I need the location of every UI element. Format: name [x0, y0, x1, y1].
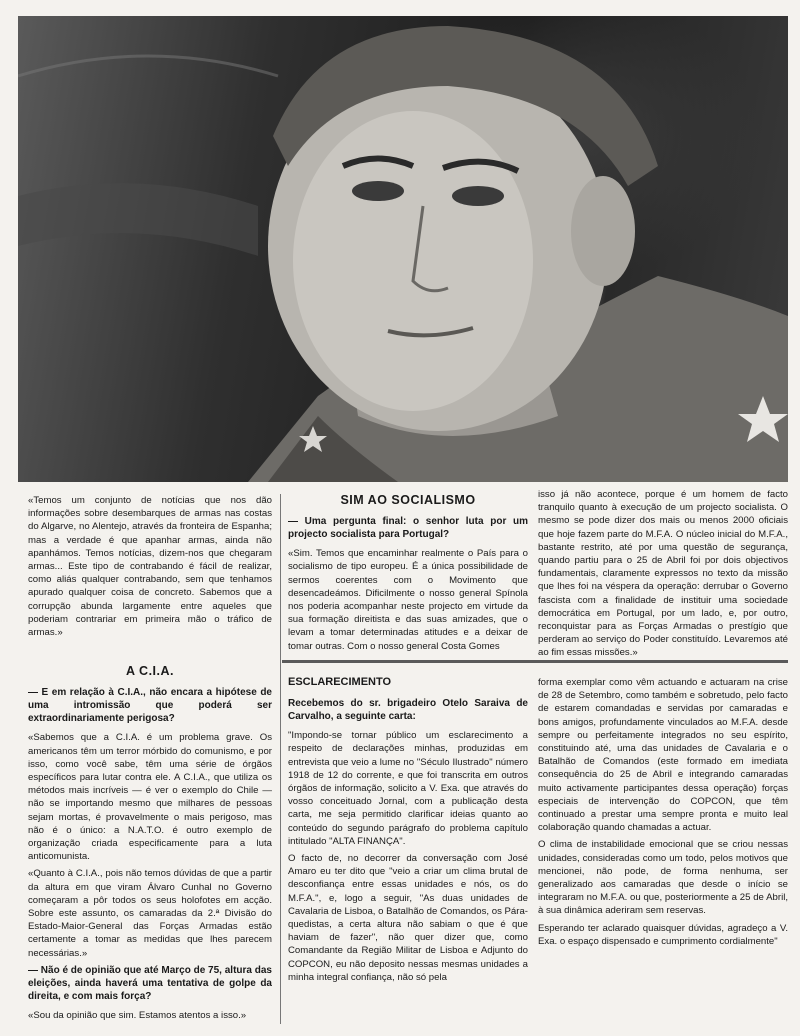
- portrait-illustration: [18, 16, 788, 482]
- left-paragraph-3: «Quanto à C.I.A., pois não temos dúvidas de que a partir da altura em que viram Álvaro Cunhal no Governo começaram a pôr todos os seus holofotes em acção. Sobre este assunto, os camaradas da 2.ª Divisão do Estado-Maior-General das Forças Armadas estão certamente a tomar as medidas que lhes parecem necessárias.»: [28, 868, 272, 959]
- left-paragraph-1: «Temos um conjunto de notícias que nos dão informações sobre desembarques de armas nas costas do Algarve, no Alentejo, através da fronteira de Espanha; mas a verdade é que apanhar armas, ainda não apanhámos. Temos notícias, dizem-nos que chegaram armas... Este tipo de contrabando é fácil de realizar, como aliás qualquer contrabando, sem que tenhamos apurado qualquer coisa de concreto. Sabemos que a corrupção abunda largamente entre aqueles que poderiam contrariar em primeira mão o tráfico de armas.»: [28, 495, 272, 639]
- socialism-question: — Uma pergunta final: o senhor luta por um projecto socialista para Portugal?: [288, 516, 528, 541]
- esclarecimento-paragraph-1: "Impondo-se tornar público um esclarecimento a respeito de declarações minhas, produzidas em entrevista que veio a lume no "Século Ilustrado" número 1918 de 12 do corrente, e que foi transcrita em outros órgãos de informação, solicito a V. Exa. que através do vosso conceituado Jornal, com a publicação desta carta, me seja permitido clarificar ideias quanto ao conteúdo do segundo parágrafo do problema capítulo intitulado "ALTA FINANÇA".: [288, 730, 528, 847]
- column-divider: [280, 494, 281, 1024]
- cia-question-1: — E em relação à C.I.A., não encara a hipótese de uma intromissão que poderá ser extraordinariamente perigosa?: [28, 687, 272, 725]
- socialism-heading: SIM AO SOCIALISMO: [340, 493, 476, 507]
- middle-column: [288, 494, 528, 657]
- esclarecimento-paragraph-2: O facto de, no decorrer da conversação com José Amaro eu ter dito que "veio a criar um clima brutal de desconfiança entre essas unidades e nós, os do M.F.A.", e, logo a seguir, "As duas unidades de Cavalaria de Lisboa, o Batalhão de Comandos, os Pára-quedistas, a certa altura não sabiam o que é que haviam de fazer", não quer dizer que, como Comandante da Região Militar de Lisboa e Adjunto do COPCON, eu não deposito nessas mesmas unidades a minha integral confiança, não só pela: [288, 853, 528, 983]
- right-paragraph: isso já não acontece, porque é um homem de facto tranquilo quanto à execução de um projecto socialista. O mesmo se pode dizer dos mais ou menos 2000 oficiais que hoje fazem parte do M.F.A. O núcleo inicial do M.F.A., bastante restrito, até por uma questão de segurança, quando partiu para o 25 de Abril foi por dois objectivos fundamentais, claramente expressos no texto da missão que lhes foi na véspera da operação: derrubar o Governo fascista com a finalidade de instituir uma sociedade democrática em Portugal, por um lado, e, por outro, reconquistar para as Forças Armadas o prestígio que perderam ao serviço do Poder constituído. Levaremos até ao fim essas missões.»: [538, 489, 788, 659]
- section-rule: [282, 660, 788, 663]
- left-paragraph-2: «Sabemos que a C.I.A. é um problema grave. Os americanos têm um terror mórbido do comunismo, e por isso, como você sabe, têm uma série de órgãos específicos para lutar contra ele. A C.I.A., que utiliza os métodos mais incríveis — é ver o exemplo do Chile — não se importando mesmo que milhares de pessoas sejam mortas, é provavelmente o mais perigoso, mas não é o único: a N.A.T.O. é outro exemplo de organização criada especificamente para a luta anticomunista.: [28, 732, 272, 863]
- left-column: [28, 494, 272, 1026]
- esclarecimento-intro: Recebemos do sr. brigadeiro Otelo Saraiva de Carvalho, a seguinte carta:: [288, 698, 528, 723]
- right-column: [538, 488, 788, 664]
- left-paragraph-4: «Sou da opinião que sim. Estamos atentos a isso.»: [28, 1009, 247, 1021]
- esclarecimento-column-2: [538, 676, 788, 952]
- esclarecimento-paragraph-5: Esperando ter aclarado quaisquer dúvidas, agradeço a V. Exa. o espaço dispensado e cumprimento cordialmente": [538, 922, 788, 947]
- esclarecimento-paragraph-4: O clima de instabilidade emocional que se criou nessas unidades, consideradas como um todo, pelos motivos que mencionei, não pode, de forma nenhuma, ser generalizado aos camaradas que desde o início se integraram no M.F.A. ou que, posteriormente a 25 de Abril, à sua dinâmica aderiram sem reservas.: [538, 839, 788, 917]
- cia-question-2: — Não é de opinião que até Março de 75, altura das eleições, ainda haverá uma tentativa de golpe da direita, e com mais força?: [28, 964, 272, 1002]
- portrait-photo: [18, 16, 788, 482]
- socialism-paragraph: «Sim. Temos que encaminhar realmente o País para o socialismo de tipo europeu. É a única possibilidade de sermos coerentes com o Movimento que desencadeámos. Dificilmente o nosso general Spínola nos poderia acompanhar neste projecto em virtude da sua formação direitista e das suas amizades, que o levam a tomar determinadas atitudes e a deixar de tomar outras. Com o nosso general Costa Gomes: [288, 548, 528, 652]
- cia-heading: A C.I.A.: [126, 664, 174, 679]
- esclarecimento-column-1: [288, 676, 528, 988]
- esclarecimento-paragraph-3: forma exemplar como vêm actuando e actuaram na crise de 28 de Setembro, como também e sobretudo, pelo facto de estarem comandadas e servidas por camaradas e bons amigos, profundamente vinculados ao M.F.A. desde sempre ou perfeitamente integrados no seu espírito, constituindo até, uma das unidades de Cavalaria e o Batalhão de Comandos (este formado em imediata consequência do 25 de Abril e integrando camaradas muito activamente participantes dessa operação) forças especiais de intervenção do COPCON, que têm continuado a prestar uma sempre pronta e muito leal colaboração quando chamadas a actuar.: [538, 677, 788, 834]
- esclarecimento-heading: ESCLARECIMENTO: [288, 676, 392, 688]
